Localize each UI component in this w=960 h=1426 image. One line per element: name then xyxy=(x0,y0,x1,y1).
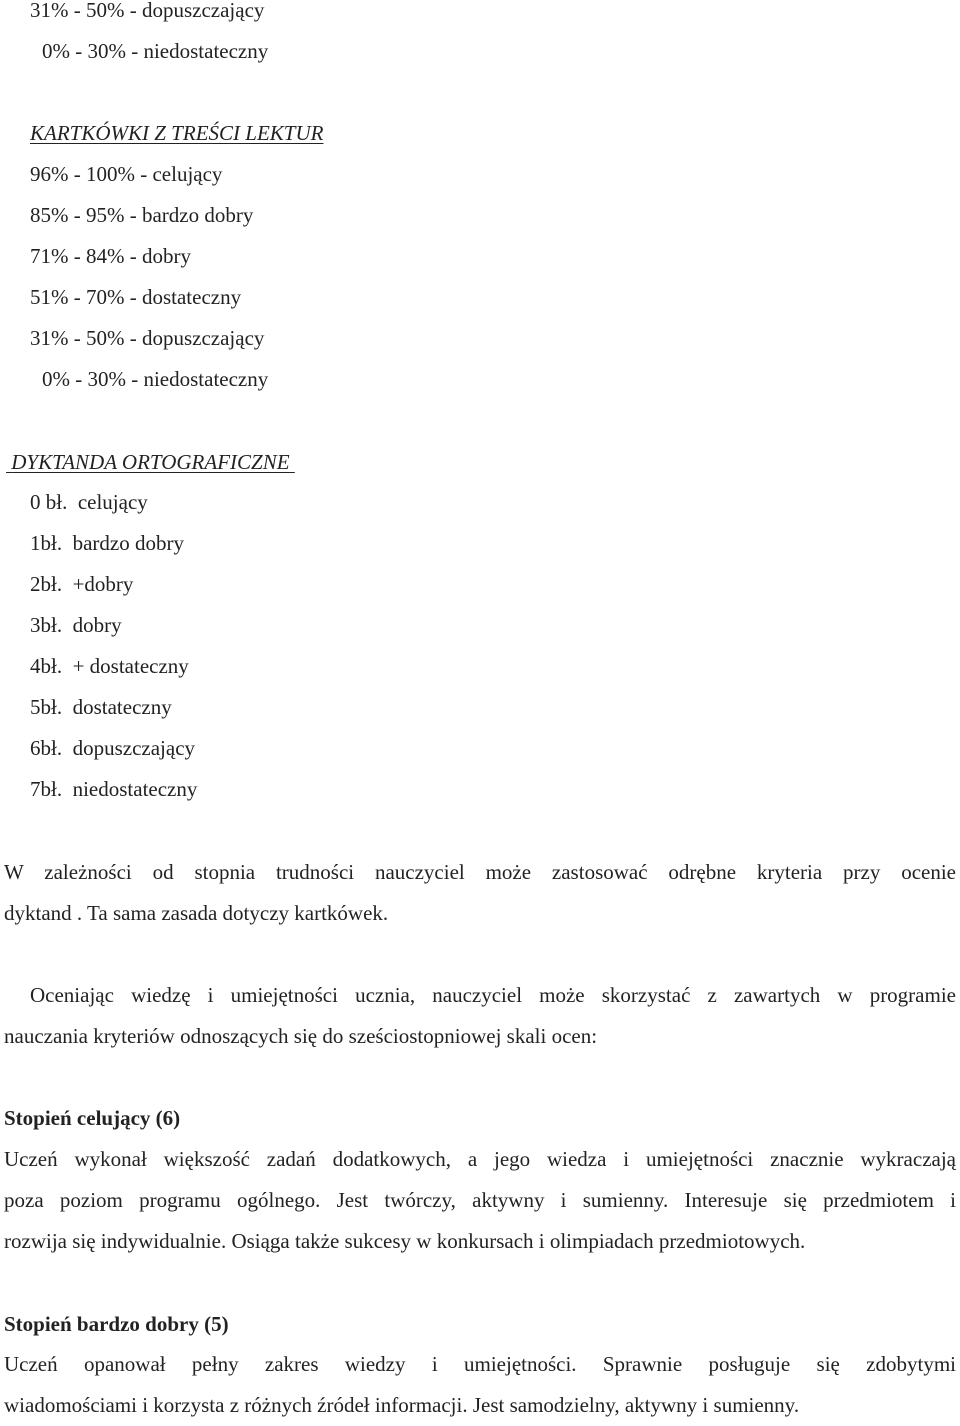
dyktanda-item: 7bł. niedostateczny xyxy=(30,777,198,801)
kartkowki-item: 96% - 100% - celujący xyxy=(30,162,223,186)
kartkowki-item: 31% - 50% - dopuszczający xyxy=(30,326,265,350)
dyktanda-item: 0 bł. celujący xyxy=(30,490,148,514)
dyktanda-item: 3bł. dobry xyxy=(30,613,122,637)
dyktanda-heading xyxy=(6,452,295,473)
intro-line: nauczania kryteriów odnoszących się do sześciostopniowej skali ocen: xyxy=(4,1024,598,1048)
grade-range-item: 31% - 50% - dopuszczający xyxy=(30,0,265,22)
note-line: W zależności od stopnia trudności nauczyciel może zastosować odrębne kryteria przy ocenie xyxy=(4,860,956,884)
intro-paragraph xyxy=(4,975,956,1057)
celujacy-line: Uczeń wykonał większość zadań dodatkowych, a jego wiedza i umiejętności znacznie wykraczają xyxy=(4,1147,956,1171)
kartkowki-item: 0% - 30% - niedostateczny xyxy=(42,367,269,391)
bardzo-dobry-paragraph xyxy=(4,1344,956,1426)
grade-range-item: 0% - 30% - niedostateczny xyxy=(42,39,269,63)
dyktanda-item: 2bł. +dobry xyxy=(30,572,134,596)
celujacy-heading: Stopień celujący (6) xyxy=(4,1106,181,1130)
dyktanda-item: 5bł. dostateczny xyxy=(30,695,172,719)
note-paragraph xyxy=(4,852,956,934)
bardzo-dobry-line: wiadomościami i korzysta z różnych źródeł informacji. Jest samodzielny, aktywny i sumienny. xyxy=(4,1393,800,1417)
celujacy-line: poza poziom programu ogólnego. Jest twórczy, aktywny i sumienny. Interesuje się przedmiotem i xyxy=(4,1188,956,1212)
bardzo-dobry-line: Uczeń opanował pełny zakres wiedzy i umiejętności. Sprawnie posługuje się zdobytymi xyxy=(4,1352,956,1376)
kartkowki-item: 51% - 70% - dostateczny xyxy=(30,285,242,309)
dyktanda-item: 1bł. bardzo dobry xyxy=(30,531,184,555)
kartkowki-item: 71% - 84% - dobry xyxy=(30,244,191,268)
dyktanda-item: 6bł. dopuszczający xyxy=(30,736,196,760)
celujacy-line: rozwija się indywidualnie. Osiąga także sukcesy w konkursach i olimpiadach przedmiotowych. xyxy=(4,1229,806,1253)
note-line: dyktand . Ta sama zasada dotyczy kartkówek. xyxy=(4,901,389,925)
dyktanda-item: 4bł. + dostateczny xyxy=(30,654,189,678)
kartkowki-item: 85% - 95% - bardzo dobry xyxy=(30,203,254,227)
intro-line: Oceniając wiedzę i umiejętności ucznia, nauczyciel może skorzystać z zawartych w programie xyxy=(30,983,956,1007)
celujacy-paragraph xyxy=(4,1139,956,1262)
bardzo-dobry-heading: Stopień bardzo dobry (5) xyxy=(4,1312,229,1336)
kartkowki-heading: KARTKÓWKI Z TREŚCI LEKTUR xyxy=(30,121,324,145)
dyktanda-heading-text: DYKTANDA ORTOGRAFICZNE xyxy=(11,450,290,474)
